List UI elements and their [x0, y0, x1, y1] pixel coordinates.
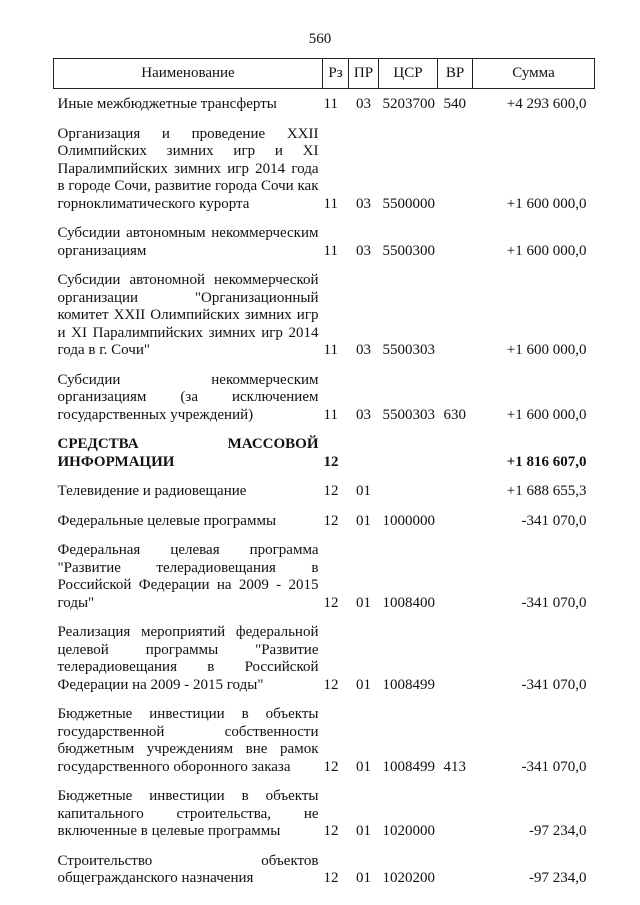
cell-sum: -97 234,0 — [529, 870, 587, 886]
cell-rz: 11 — [323, 195, 338, 212]
cell-rz: 12 — [323, 483, 339, 499]
cell-pr: 01 — [356, 758, 371, 775]
table-row — [54, 471, 595, 501]
cell-pr: 03 — [356, 406, 371, 423]
cell-vr — [438, 501, 473, 531]
table-row — [54, 694, 595, 776]
cell-vr — [438, 471, 473, 501]
cell-vr — [438, 424, 473, 471]
cell-vr: 540 — [443, 96, 466, 112]
cell-csr: 1008499 — [382, 676, 435, 693]
cell-rz: 12 — [323, 758, 339, 775]
cell-vr — [438, 841, 473, 888]
cell-csr: 5500303 — [382, 342, 435, 358]
cell-vr — [438, 213, 473, 260]
cell-csr: 5203700 — [382, 96, 435, 112]
table-body — [54, 89, 595, 888]
cell-pr: 01 — [356, 512, 371, 529]
cell-vr — [438, 260, 473, 360]
cell-csr: 5500300 — [382, 242, 435, 259]
cell-vr — [438, 114, 473, 214]
header-pr: ПР — [349, 59, 379, 89]
cell-csr: 1000000 — [382, 512, 435, 529]
cell-name: Субсидии автономной некоммерческой организации "Организационный комитет XXII Олимпийских зимних игр и XI Паралимпийских зимних игр 2014 года в г. Сочи" — [57, 272, 319, 358]
cell-pr: 01 — [356, 870, 371, 886]
cell-csr: 1020200 — [382, 870, 435, 886]
cell-name: Субсидии автономным некоммерческим организациям — [57, 225, 319, 259]
cell-name: Бюджетные инвестиции в объекты капитального строительства, не включенные в целевые программы — [57, 788, 319, 839]
cell-rz: 12 — [323, 453, 339, 470]
cell-name: Субсидии некоммерческим организациям (за исключением государственных учреждений) — [57, 371, 319, 423]
cell-sum: +1 600 000,0 — [506, 406, 587, 423]
cell-rz: 11 — [323, 406, 338, 423]
cell-pr: 01 — [356, 823, 371, 839]
cell-pr: 03 — [356, 342, 371, 358]
cell-pr — [349, 424, 379, 471]
cell-sum: +4 293 600,0 — [506, 96, 587, 112]
cell-sum: -341 070,0 — [521, 676, 587, 693]
cell-csr — [379, 424, 438, 471]
cell-rz: 12 — [323, 594, 339, 611]
cell-rz: 12 — [323, 676, 339, 693]
cell-name: СРЕДСТВА МАССОВОЙ ИНФОРМАЦИИ — [57, 436, 319, 470]
table-row — [54, 776, 595, 841]
cell-name: Бюджетные инвестиции в объекты государственной собственности бюджетным учреждениям вне рамок государственного оборонного заказа — [57, 706, 319, 775]
table-row — [54, 213, 595, 260]
cell-rz: 12 — [323, 823, 339, 839]
page-number: 560 — [308, 31, 332, 47]
cell-name: Телевидение и радиовещание — [57, 483, 247, 499]
cell-rz: 12 — [323, 870, 339, 886]
cell-csr: 1020000 — [382, 823, 435, 839]
cell-sum: -341 070,0 — [521, 512, 587, 529]
cell-sum: +1 688 655,3 — [506, 483, 587, 499]
table-row — [54, 260, 595, 360]
cell-name: Строительство объектов общегражданского назначения — [57, 852, 319, 886]
header-csr: ЦСР — [379, 59, 438, 89]
cell-csr — [379, 471, 438, 501]
cell-pr: 03 — [356, 242, 371, 259]
cell-name: Иные межбюджетные трансферты — [57, 96, 277, 112]
cell-rz: 11 — [323, 96, 338, 112]
header-rz: Рз — [323, 59, 349, 89]
cell-sum: +1 600 000,0 — [506, 342, 587, 358]
cell-csr: 5500303 — [382, 406, 435, 423]
cell-sum: -341 070,0 — [521, 594, 587, 611]
cell-vr: 413 — [443, 758, 466, 775]
budget-table — [53, 58, 595, 888]
cell-sum: -97 234,0 — [529, 823, 587, 839]
cell-csr: 1008499 — [382, 758, 435, 775]
table-row — [54, 89, 595, 114]
cell-vr: 630 — [443, 406, 466, 423]
cell-pr: 01 — [356, 594, 371, 611]
cell-name: Организация и проведение XXII Олимпийских зимних игр и XI Паралимпийских зимних игр 2014 года в городе Сочи, развитие города Сочи как горноклиматического курорта — [57, 125, 319, 212]
cell-name: Федеральная целевая программа "Развитие телерадиовещания в Российской Федерации на 2009 - 2015 годы" — [57, 542, 319, 611]
cell-sum: +1 600 000,0 — [506, 195, 587, 212]
table-row — [54, 501, 595, 531]
table-row — [54, 424, 595, 471]
table-row — [54, 530, 595, 612]
cell-pr: 01 — [356, 676, 371, 693]
table-row — [54, 612, 595, 694]
cell-vr — [438, 530, 473, 612]
cell-vr — [438, 612, 473, 694]
cell-pr: 03 — [356, 195, 371, 212]
cell-csr: 1008400 — [382, 594, 435, 611]
cell-csr: 5500000 — [382, 195, 435, 212]
table-row — [54, 841, 595, 888]
cell-rz: 11 — [323, 342, 338, 358]
cell-sum: +1 816 607,0 — [506, 453, 587, 470]
cell-vr — [438, 776, 473, 841]
cell-sum: +1 600 000,0 — [506, 242, 587, 259]
cell-sum: -341 070,0 — [521, 758, 587, 775]
cell-name: Федеральные целевые программы — [57, 512, 277, 529]
header-vr: ВР — [438, 59, 473, 89]
cell-rz: 11 — [323, 242, 338, 259]
cell-pr: 01 — [356, 483, 371, 499]
cell-pr: 03 — [356, 96, 371, 112]
header-name: Наименование — [54, 59, 323, 89]
header-sum: Сумма — [473, 59, 595, 89]
cell-name: Реализация мероприятий федеральной целевой программы "Развитие телерадиовещания в Российской Федерации на 2009 - 2015 годы" — [57, 624, 319, 693]
cell-rz: 12 — [323, 512, 339, 529]
table-row — [54, 360, 595, 425]
table-header — [54, 59, 595, 89]
table-row — [54, 114, 595, 214]
